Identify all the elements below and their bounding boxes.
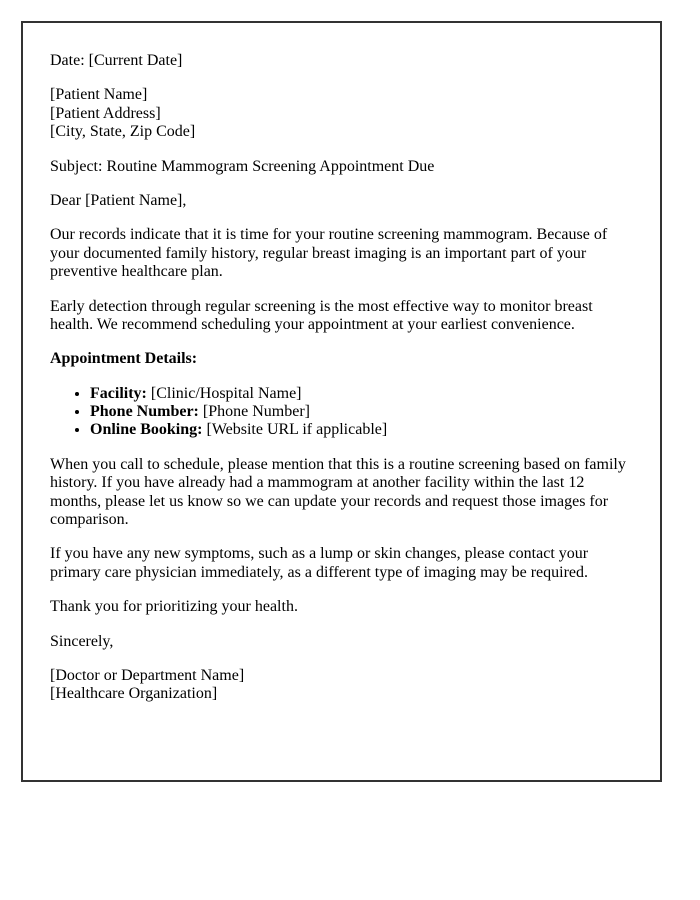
facility-label: Facility: — [90, 384, 147, 402]
list-item-online-booking — [90, 421, 633, 439]
list-item-phone-number — [90, 403, 633, 421]
appointment-details-heading: Appointment Details: — [50, 350, 198, 368]
paragraph-scheduling: When you call to schedule, please mention that this is a routine screening based on family history. If you have already had a mammogram at another facility within the last 12 months, please let us know so we can update your records and request those images for comparison. — [50, 455, 626, 529]
appointment-details-list — [50, 385, 633, 440]
signature-line2: [Healthcare Organization] — [50, 685, 218, 703]
salutation: Dear [Patient Name], — [50, 191, 187, 209]
letter-page — [21, 21, 662, 782]
phone-number-value: [Phone Number] — [198, 403, 310, 421]
paragraph-early-detection: Early detection through regular screening is the most effective way to monitor breast health. We recommend scheduling your appointment at your earliest convenience. — [50, 297, 593, 333]
recipient-address: [Patient Address] — [50, 104, 161, 122]
signature-block — [50, 667, 633, 704]
paragraph-thanks: Thank you for prioritizing your health. — [50, 598, 298, 616]
online-booking-value: [Website URL if applicable] — [202, 421, 388, 439]
online-booking-label: Online Booking: — [90, 421, 203, 439]
recipient-city-state-zip: [City, State, Zip Code] — [50, 123, 196, 141]
recipient-name: [Patient Name] — [50, 86, 148, 104]
list-item-facility — [90, 385, 633, 403]
phone-number-label: Phone Number: — [90, 403, 199, 421]
paragraph-symptoms: If you have any new symptoms, such as a lump or skin changes, please contact your primary care physician immediately, as a different type of imaging may be required. — [50, 545, 589, 581]
facility-value: [Clinic/Hospital Name] — [146, 384, 302, 402]
recipient-block — [50, 86, 633, 141]
paragraph-records: Our records indicate that it is time for your routine screening mammogram. Because of your documented family history, regular breast imaging is an important part of your preventive healthcare plan. — [50, 226, 608, 281]
closing: Sincerely, — [50, 632, 114, 650]
date-line: Date: [Current Date] — [50, 52, 183, 69]
signature-line1: [Doctor or Department Name] — [50, 666, 245, 684]
subject-line: Subject: Routine Mammogram Screening Appointment Due — [50, 157, 435, 175]
